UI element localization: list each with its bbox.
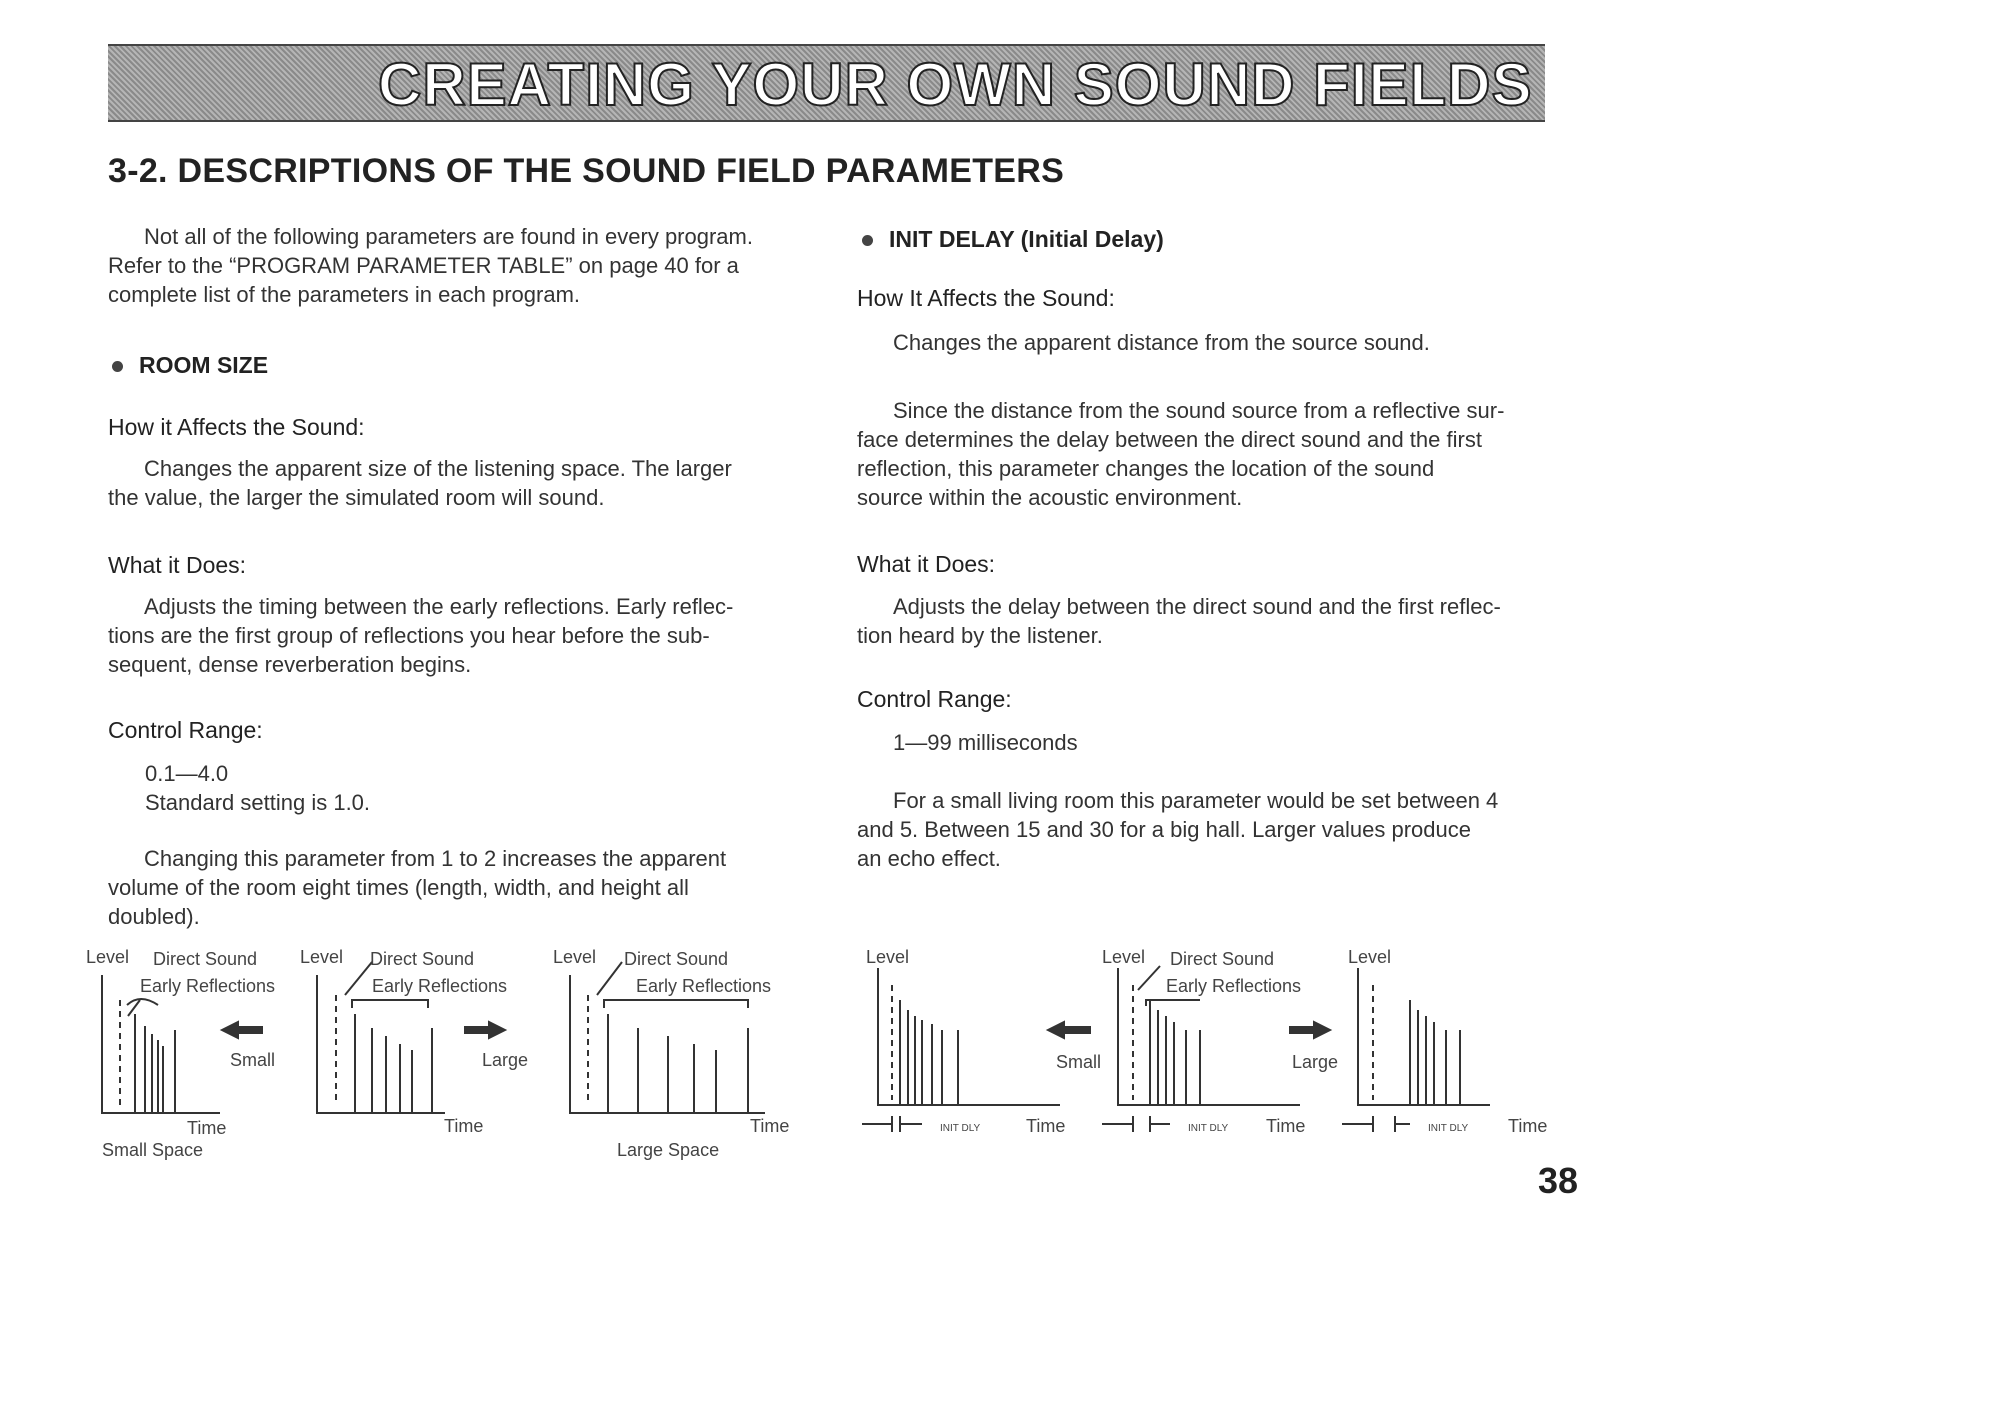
init-delay-explain-line-2: face determines the delay between the direct sound and the first xyxy=(857,427,1482,452)
early-reflections-label: Early Reflections xyxy=(372,976,508,996)
room-size-affects-line-2: the value, the larger the simulated room will sound. xyxy=(108,485,605,510)
large-label: Large xyxy=(1292,1052,1339,1072)
init-delay-does-line-1: Adjusts the delay between the direct sound and the first reflec- xyxy=(893,594,1501,619)
room-size-does-line-3: sequent, dense reverberation begins. xyxy=(108,652,472,677)
large-space-label: Large Space xyxy=(617,1140,720,1160)
room-size-note-line-2: volume of the room eight times (length, width, and height all xyxy=(108,875,689,900)
level-label: Level xyxy=(86,947,130,967)
page-number: 38 xyxy=(1538,1160,1579,1201)
room-size-range-standard: Standard setting is 1.0. xyxy=(145,790,371,815)
time-label: Time xyxy=(1508,1116,1548,1136)
init-dly-label: INIT DLY xyxy=(940,1123,981,1134)
early-reflections-label: Early Reflections xyxy=(636,976,772,996)
init-delay-note-line-2: and 5. Between 15 and 30 for a big hall. Larger values produce xyxy=(857,817,1471,842)
init-delay-does-line-2: tion heard by the listener. xyxy=(857,623,1103,648)
level-label: Level xyxy=(1348,947,1392,967)
time-label: Time xyxy=(1026,1116,1066,1136)
early-reflections-label: Early Reflections xyxy=(140,976,276,996)
axes-init-3 xyxy=(1358,968,1490,1105)
direct-sound-label: Direct Sound xyxy=(153,949,258,969)
chapter-banner-title: CREATING YOUR OWN SOUND FIELDS xyxy=(378,51,1533,118)
room-size-note-line-1: Changing this parameter from 1 to 2 increases the apparent xyxy=(144,846,727,871)
init-delay-note-line-1: For a small living room this parameter would be set between 4 xyxy=(893,788,1499,813)
small-space-label: Small Space xyxy=(102,1140,204,1160)
room-size-note-line-3: doubled). xyxy=(108,904,200,929)
room-size-affects-label: How it Affects the Sound: xyxy=(108,414,365,440)
early-reflections-label: Early Reflections xyxy=(1166,976,1302,996)
small-label: Small xyxy=(230,1050,276,1070)
intro-line-2: Refer to the “PROGRAM PARAMETER TABLE” on page 40 for a xyxy=(108,253,739,278)
direct-sound-label: Direct Sound xyxy=(1170,949,1275,969)
room-size-does-line-1: Adjusts the timing between the early reflections. Early reflec- xyxy=(144,594,734,619)
room-size-range-label: Control Range: xyxy=(108,717,263,743)
init-delay-explain-line-1: Since the distance from the sound source from a reflective sur- xyxy=(893,398,1505,423)
time-label: Time xyxy=(750,1116,790,1136)
init-delay-does-label: What it Does: xyxy=(857,551,996,577)
large-label: Large xyxy=(482,1050,529,1070)
time-label: Time xyxy=(187,1118,227,1138)
direct-sound-label: Direct Sound xyxy=(624,949,729,969)
level-label: Level xyxy=(866,947,910,967)
init-delay-range-value: 1—99 milliseconds xyxy=(893,730,1078,755)
init-delay-explain-line-4: source within the acoustic environment. xyxy=(857,485,1243,510)
small-label: Small xyxy=(1056,1052,1102,1072)
init-delay-range-label: Control Range: xyxy=(857,686,1012,712)
init-delay-explain-line-3: reflection, this parameter changes the location of the sound xyxy=(857,456,1435,481)
init-delay-affects-text: Changes the apparent distance from the source sound. xyxy=(893,330,1430,355)
room-size-does-line-2: tions are the first group of reflections you hear before the sub- xyxy=(108,623,710,648)
room-size-range-value: 0.1—4.0 xyxy=(145,761,229,786)
time-label: Time xyxy=(1266,1116,1306,1136)
room-size-does-label: What it Does: xyxy=(108,552,247,578)
level-label: Level xyxy=(300,947,344,967)
direct-sound-label: Direct Sound xyxy=(370,949,475,969)
init-delay-affects-label: How It Affects the Sound: xyxy=(857,285,1115,311)
init-delay-note-line-3: an echo effect. xyxy=(857,846,1001,871)
room-size-heading-text: ROOM SIZE xyxy=(139,352,269,378)
intro-line-3: complete list of the parameters in each program. xyxy=(108,282,581,307)
intro-line-1: Not all of the following parameters are found in every program. xyxy=(144,224,753,249)
init-delay-heading-text: INIT DELAY (Initial Delay) xyxy=(889,226,1164,252)
init-dly-label: INIT DLY xyxy=(1188,1123,1229,1134)
level-label: Level xyxy=(1102,947,1146,967)
room-size-affects-line-1: Changes the apparent size of the listening space. The larger xyxy=(144,456,732,481)
axes-init-1 xyxy=(878,968,1060,1105)
time-label: Time xyxy=(444,1116,484,1136)
level-label: Level xyxy=(553,947,597,967)
section-title: 3-2. DESCRIPTIONS OF THE SOUND FIELD PARAMETERS xyxy=(108,152,1065,190)
init-dly-label: INIT DLY xyxy=(1428,1123,1469,1134)
